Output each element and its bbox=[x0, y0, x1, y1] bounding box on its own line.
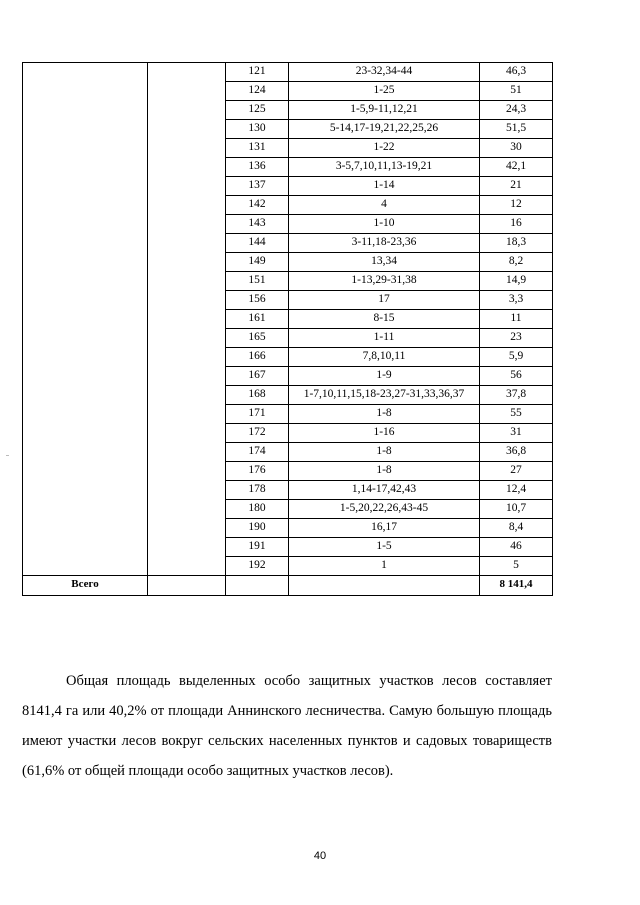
area-cell: 55 bbox=[480, 405, 553, 424]
kvartal-cell: 130 bbox=[226, 120, 289, 139]
vydely-cell: 1,14-17,42,43 bbox=[289, 481, 480, 500]
vydely-cell: 3-11,18-23,36 bbox=[289, 234, 480, 253]
area-cell: 12 bbox=[480, 196, 553, 215]
kvartal-cell: 161 bbox=[226, 310, 289, 329]
table-body bbox=[23, 63, 553, 596]
area-cell: 37,8 bbox=[480, 386, 553, 405]
kvartal-cell: 137 bbox=[226, 177, 289, 196]
table-row bbox=[23, 63, 553, 82]
area-cell: 46,3 bbox=[480, 63, 553, 82]
vydely-cell: 23-32,34-44 bbox=[289, 63, 480, 82]
category-cell bbox=[23, 63, 148, 576]
vydely-cell: 1-7,10,11,15,18-23,27-31,33,36,37 bbox=[289, 386, 480, 405]
area-cell: 46 bbox=[480, 538, 553, 557]
kvartal-cell: 131 bbox=[226, 139, 289, 158]
vydely-cell: 1-8 bbox=[289, 443, 480, 462]
kvartal-cell: 172 bbox=[226, 424, 289, 443]
vydely-cell: 4 bbox=[289, 196, 480, 215]
total-empty-cell bbox=[289, 576, 480, 596]
kvartal-cell: 156 bbox=[226, 291, 289, 310]
area-cell: 51 bbox=[480, 82, 553, 101]
area-cell: 12,4 bbox=[480, 481, 553, 500]
kvartal-cell: 176 bbox=[226, 462, 289, 481]
kvartal-cell: 166 bbox=[226, 348, 289, 367]
kvartal-cell: 125 bbox=[226, 101, 289, 120]
area-cell: 31 bbox=[480, 424, 553, 443]
area-cell: 18,3 bbox=[480, 234, 553, 253]
vydely-cell: 8-15 bbox=[289, 310, 480, 329]
area-cell: 30 bbox=[480, 139, 553, 158]
kvartal-cell: 180 bbox=[226, 500, 289, 519]
vydely-cell: 1-22 bbox=[289, 139, 480, 158]
kvartal-cell: 165 bbox=[226, 329, 289, 348]
margin-mark bbox=[6, 455, 9, 456]
page-number: 40 bbox=[313, 850, 327, 862]
total-empty-cell bbox=[226, 576, 289, 596]
total-area: 8 141,4 bbox=[480, 576, 553, 596]
area-cell: 21 bbox=[480, 177, 553, 196]
total-empty-cell bbox=[148, 576, 226, 596]
kvartal-cell: 149 bbox=[226, 253, 289, 272]
vydely-cell: 7,8,10,11 bbox=[289, 348, 480, 367]
kvartal-cell: 178 bbox=[226, 481, 289, 500]
vydely-cell: 16,17 bbox=[289, 519, 480, 538]
forest-area-table-container bbox=[22, 62, 552, 596]
kvartal-cell: 121 bbox=[226, 63, 289, 82]
area-cell: 14,9 bbox=[480, 272, 553, 291]
area-cell: 11 bbox=[480, 310, 553, 329]
kvartal-cell: 142 bbox=[226, 196, 289, 215]
vydely-cell: 1-8 bbox=[289, 405, 480, 424]
area-cell: 51,5 bbox=[480, 120, 553, 139]
area-cell: 24,3 bbox=[480, 101, 553, 120]
vydely-cell: 1-5,9-11,12,21 bbox=[289, 101, 480, 120]
area-cell: 27 bbox=[480, 462, 553, 481]
area-cell: 10,7 bbox=[480, 500, 553, 519]
vydely-cell: 1 bbox=[289, 557, 480, 576]
vydely-cell: 1-13,29-31,38 bbox=[289, 272, 480, 291]
total-label: Всего bbox=[23, 576, 148, 596]
kvartal-cell: 136 bbox=[226, 158, 289, 177]
vydely-cell: 1-8 bbox=[289, 462, 480, 481]
vydely-cell: 5-14,17-19,21,22,25,26 bbox=[289, 120, 480, 139]
area-cell: 23 bbox=[480, 329, 553, 348]
total-row bbox=[23, 576, 553, 596]
area-cell: 3,3 bbox=[480, 291, 553, 310]
area-cell: 8,2 bbox=[480, 253, 553, 272]
vydely-cell: 1-5,20,22,26,43-45 bbox=[289, 500, 480, 519]
vydely-cell: 1-11 bbox=[289, 329, 480, 348]
kvartal-cell: 124 bbox=[226, 82, 289, 101]
area-cell: 16 bbox=[480, 215, 553, 234]
area-cell: 5 bbox=[480, 557, 553, 576]
kvartal-cell: 174 bbox=[226, 443, 289, 462]
kvartal-cell: 171 bbox=[226, 405, 289, 424]
kvartal-cell: 143 bbox=[226, 215, 289, 234]
vydely-cell: 1-9 bbox=[289, 367, 480, 386]
kvartal-cell: 191 bbox=[226, 538, 289, 557]
area-cell: 5,9 bbox=[480, 348, 553, 367]
area-cell: 42,1 bbox=[480, 158, 553, 177]
summary-paragraph: Общая площадь выделенных особо защитных участков лесов составляет 8141,4 га или 40,2% от площади Аннинского лесничества. Самую большую площадь имеют участки лесов вокруг сельских населенных пунктов и садовых товариществ (61,6% от общей площади особо защитных участков лесов). bbox=[22, 673, 552, 779]
kvartal-cell: 192 bbox=[226, 557, 289, 576]
kvartal-cell: 167 bbox=[226, 367, 289, 386]
vydely-cell: 17 bbox=[289, 291, 480, 310]
kvartal-cell: 144 bbox=[226, 234, 289, 253]
vydely-cell: 1-10 bbox=[289, 215, 480, 234]
area-cell: 36,8 bbox=[480, 443, 553, 462]
vydely-cell: 1-5 bbox=[289, 538, 480, 557]
area-cell: 8,4 bbox=[480, 519, 553, 538]
vydely-cell: 1-14 bbox=[289, 177, 480, 196]
vydely-cell: 1-16 bbox=[289, 424, 480, 443]
kvartal-cell: 168 bbox=[226, 386, 289, 405]
vydely-cell: 13,34 bbox=[289, 253, 480, 272]
area-cell: 56 bbox=[480, 367, 553, 386]
kvartal-cell: 151 bbox=[226, 272, 289, 291]
kvartal-cell: 190 bbox=[226, 519, 289, 538]
vydely-cell: 3-5,7,10,11,13-19,21 bbox=[289, 158, 480, 177]
forest-area-table bbox=[22, 62, 553, 596]
subcategory-cell bbox=[148, 63, 226, 576]
vydely-cell: 1-25 bbox=[289, 82, 480, 101]
